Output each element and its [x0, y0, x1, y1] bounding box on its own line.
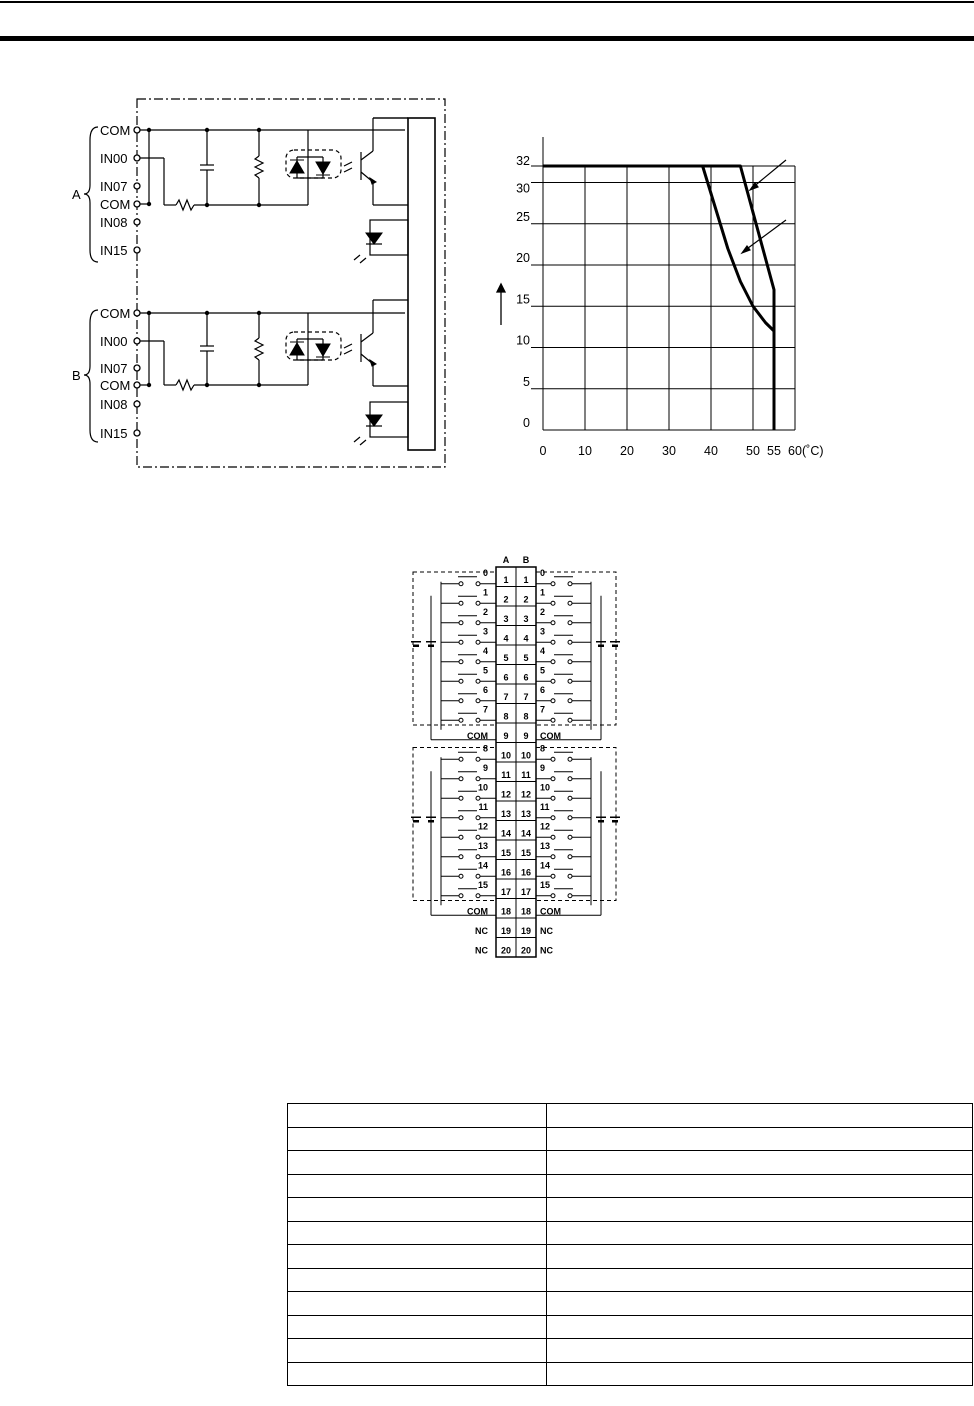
pin-b-20: 20 — [520, 945, 532, 956]
table-row — [288, 1221, 973, 1245]
left-switch-contact — [459, 582, 463, 586]
pin-b-8: 8 — [523, 711, 529, 722]
right-switch-contact — [551, 699, 555, 703]
pin-b-5: 5 — [523, 652, 529, 663]
right-switch-contact — [568, 894, 572, 898]
right-switch-contact — [551, 582, 555, 586]
pin-b-16: 16 — [520, 867, 532, 878]
table-row — [288, 1362, 973, 1386]
right-switch-contact — [551, 679, 555, 683]
right-switch-contact — [568, 757, 572, 761]
right-switch-contact — [551, 796, 555, 800]
table-cell — [288, 1245, 547, 1269]
terminal-label-com-b1: COM — [100, 306, 131, 321]
table-row — [288, 1151, 973, 1175]
right-label-16: 15 — [540, 879, 551, 890]
table-cell — [288, 1127, 547, 1151]
terminal-label-in07-a: IN07 — [100, 179, 128, 194]
right-label-17: COM — [540, 906, 561, 917]
x-unit-label: (˚C) — [802, 444, 824, 458]
chart-y-tick-label: 5 — [523, 374, 530, 389]
pin-b-9: 9 — [523, 730, 529, 741]
chart-y-tick-label: 0 — [523, 416, 530, 430]
terminal-label-in00-a: IN00 — [100, 151, 128, 166]
right-label-1: 1 — [540, 587, 546, 598]
table-cell — [288, 1339, 547, 1363]
table-row — [288, 1268, 973, 1292]
chart-y-tick-label: 20 — [516, 251, 530, 265]
table-cell — [547, 1268, 973, 1292]
chart-y-tick-label: 25 — [516, 209, 530, 224]
left-switch-contact — [459, 640, 463, 644]
right-switch-contact — [568, 601, 572, 605]
chart-x-tick-label: 20 — [620, 444, 634, 458]
table-cell — [288, 1104, 547, 1128]
left-label-10: 9 — [482, 762, 488, 773]
table-cell — [547, 1151, 973, 1175]
right-label-2: 2 — [540, 606, 546, 617]
left-label-18: NC — [475, 925, 488, 936]
right-label-5: 5 — [540, 665, 546, 676]
pin-a-5: 5 — [503, 652, 509, 663]
table-row — [288, 1245, 973, 1269]
right-switch-contact — [568, 777, 572, 781]
right-switch-contact — [568, 621, 572, 625]
left-label-16: 15 — [477, 879, 488, 890]
header-rule-thick — [0, 36, 974, 41]
terminal-label-in15-a: IN15 — [100, 243, 128, 258]
pin-a-16: 16 — [500, 867, 512, 878]
right-switch-contact — [568, 874, 572, 878]
pin-a-14: 14 — [500, 828, 512, 839]
right-label-15: 14 — [540, 860, 551, 871]
pin-a-15: 15 — [500, 847, 512, 858]
table-cell — [288, 1292, 547, 1316]
right-label-14: 13 — [540, 840, 551, 851]
right-switch-contact — [551, 835, 555, 839]
pin-a-19: 19 — [500, 925, 512, 936]
terminal-label-com-a2: COM — [100, 197, 131, 212]
table-cell — [547, 1315, 973, 1339]
chart-x-tick-label: 30 — [662, 444, 676, 458]
left-switch-contact — [476, 640, 480, 644]
right-label-4: 4 — [540, 645, 546, 656]
right-switch-contact — [551, 757, 555, 761]
pin-a-9: 9 — [503, 730, 509, 741]
left-label-1: 1 — [482, 587, 488, 598]
table-cell — [547, 1198, 973, 1222]
pin-a-13: 13 — [500, 808, 512, 819]
chart-x-tick-label: 40 — [704, 444, 718, 458]
pin-a-6: 6 — [503, 672, 509, 683]
table-cell — [547, 1221, 973, 1245]
table-cell — [288, 1315, 547, 1339]
terminal-label-com-b2: COM — [100, 378, 131, 393]
left-switch-contact — [476, 894, 480, 898]
right-switch-contact — [551, 660, 555, 664]
chart-y-tick-label: 10 — [516, 333, 530, 348]
terminal-label-in00-b: IN00 — [100, 334, 128, 349]
left-label-7: 7 — [482, 704, 488, 715]
left-switch-contact — [459, 601, 463, 605]
left-switch-contact — [476, 660, 480, 664]
table-cell — [288, 1362, 547, 1386]
right-switch-contact — [551, 777, 555, 781]
spec-table — [287, 1103, 973, 1386]
left-switch-contact — [476, 777, 480, 781]
input-circuit-diagram — [60, 92, 520, 472]
left-switch-contact — [476, 855, 480, 859]
left-switch-contact — [459, 816, 463, 820]
pin-b-19: 19 — [520, 925, 532, 936]
table-cell — [547, 1362, 973, 1386]
header-rule-thin — [0, 1, 974, 3]
pin-b-14: 14 — [520, 828, 532, 839]
pin-a-3: 3 — [503, 613, 509, 624]
left-switch-contact — [459, 874, 463, 878]
left-switch-contact — [459, 855, 463, 859]
left-switch-contact — [459, 777, 463, 781]
chart-series-line-2 — [543, 166, 774, 430]
chart-x-tick-label: 60 — [788, 444, 802, 458]
pin-a-12: 12 — [500, 789, 512, 800]
left-label-2: 2 — [482, 606, 488, 617]
pin-a-1: 1 — [503, 574, 509, 585]
right-switch-contact — [568, 660, 572, 664]
left-switch-contact — [459, 699, 463, 703]
right-switch-contact — [551, 640, 555, 644]
left-switch-contact — [476, 718, 480, 722]
group-a-label: A — [72, 187, 81, 202]
left-switch-contact — [459, 660, 463, 664]
left-label-6: 6 — [482, 684, 488, 695]
chart-x-tick-label: 0 — [539, 444, 547, 458]
right-label-19: NC — [540, 945, 553, 956]
left-switch-contact — [476, 699, 480, 703]
left-label-9: 8 — [482, 743, 488, 754]
pin-a-17: 17 — [500, 886, 512, 897]
terminal-label-com-a1: COM — [100, 123, 131, 138]
right-label-12: 11 — [540, 801, 550, 812]
left-label-0: 0 — [482, 567, 488, 578]
group-b-label: B — [72, 368, 81, 383]
left-switch-contact — [476, 621, 480, 625]
table-cell — [288, 1198, 547, 1222]
left-switch-contact — [476, 796, 480, 800]
right-switch-contact — [568, 835, 572, 839]
chart-x-tick-label: 50 — [746, 444, 760, 458]
right-switch-contact — [551, 816, 555, 820]
chart-x-tick-label: 55 — [767, 444, 781, 458]
pin-b-18: 18 — [520, 906, 532, 917]
pin-a-8: 8 — [503, 711, 509, 722]
left-label-4: 4 — [482, 645, 488, 656]
left-switch-contact — [476, 582, 480, 586]
table-row — [288, 1315, 973, 1339]
right-label-18: NC — [540, 925, 553, 936]
left-label-14: 13 — [477, 840, 488, 851]
table-row — [288, 1339, 973, 1363]
pin-a-4: 4 — [503, 633, 509, 644]
pin-b-1: 1 — [523, 574, 529, 585]
chart-y-tick-label: 30 — [516, 181, 530, 196]
left-switch-contact — [476, 601, 480, 605]
right-label-3: 3 — [540, 626, 546, 637]
pin-b-11: 11 — [521, 769, 531, 780]
table-cell — [547, 1339, 973, 1363]
pin-a-18: 18 — [500, 906, 512, 917]
table-row — [288, 1198, 973, 1222]
right-switch-contact — [551, 894, 555, 898]
right-switch-contact — [568, 699, 572, 703]
chart-y-tick-label: 32 — [516, 154, 530, 168]
pin-b-2: 2 — [523, 594, 529, 605]
pin-b-3: 3 — [523, 613, 529, 624]
pin-b-4: 4 — [523, 633, 529, 644]
left-label-8: COM — [467, 730, 488, 741]
pin-b-10: 10 — [520, 750, 532, 761]
col-a-label: A — [502, 555, 510, 565]
terminal-block-diagram — [405, 552, 625, 967]
right-switch-contact — [568, 679, 572, 683]
left-switch-contact — [476, 874, 480, 878]
left-switch-contact — [459, 621, 463, 625]
table-cell — [288, 1151, 547, 1175]
left-label-15: 14 — [477, 860, 488, 871]
pin-b-7: 7 — [523, 691, 529, 702]
pin-a-20: 20 — [500, 945, 512, 956]
pin-a-11: 11 — [501, 769, 511, 780]
derating-chart — [490, 130, 850, 470]
left-label-19: NC — [475, 945, 488, 956]
right-label-10: 9 — [540, 762, 546, 773]
right-label-11: 10 — [540, 782, 551, 793]
right-switch-contact — [568, 582, 572, 586]
left-switch-contact — [459, 894, 463, 898]
right-switch-contact — [568, 816, 572, 820]
left-label-12: 11 — [478, 801, 488, 812]
right-label-6: 6 — [540, 684, 546, 695]
pin-b-12: 12 — [520, 789, 532, 800]
right-label-7: 7 — [540, 704, 546, 715]
table-row — [288, 1127, 973, 1151]
table-cell — [288, 1268, 547, 1292]
pin-a-2: 2 — [503, 594, 509, 605]
table-cell — [547, 1127, 973, 1151]
right-supply-box — [536, 572, 616, 725]
table-cell — [547, 1292, 973, 1316]
terminal-label-in15-b: IN15 — [100, 426, 128, 441]
terminal-label-in08-b: IN08 — [100, 397, 128, 412]
table-cell — [288, 1221, 547, 1245]
pin-b-13: 13 — [520, 808, 532, 819]
pin-b-15: 15 — [520, 847, 532, 858]
pin-a-7: 7 — [503, 691, 509, 702]
right-label-9: 8 — [540, 743, 546, 754]
left-switch-contact — [476, 835, 480, 839]
right-switch-contact — [551, 621, 555, 625]
terminal-label-in07-b: IN07 — [100, 361, 128, 376]
left-label-13: 12 — [477, 821, 488, 832]
right-switch-contact — [551, 874, 555, 878]
terminal-label-in08-a: IN08 — [100, 215, 128, 230]
left-switch-contact — [459, 679, 463, 683]
chart-y-tick-label: 15 — [516, 292, 530, 307]
left-switch-contact — [459, 757, 463, 761]
right-switch-contact — [568, 855, 572, 859]
right-switch-contact — [551, 718, 555, 722]
right-switch-contact — [568, 718, 572, 722]
left-label-5: 5 — [482, 665, 488, 676]
left-label-17: COM — [467, 906, 488, 917]
left-label-3: 3 — [482, 626, 488, 637]
right-switch-contact — [551, 855, 555, 859]
pin-a-10: 10 — [500, 750, 512, 761]
right-switch-contact — [568, 640, 572, 644]
table-cell — [288, 1174, 547, 1198]
right-switch-contact — [551, 601, 555, 605]
left-switch-contact — [476, 757, 480, 761]
left-switch-contact — [459, 718, 463, 722]
table-cell — [547, 1104, 973, 1128]
left-switch-contact — [476, 816, 480, 820]
col-b-label: B — [522, 555, 530, 565]
left-label-11: 10 — [477, 782, 488, 793]
chart-series-line-1 — [543, 166, 774, 430]
table-row — [288, 1292, 973, 1316]
table-cell — [547, 1174, 973, 1198]
right-label-0: 0 — [540, 567, 546, 578]
left-switch-contact — [459, 796, 463, 800]
table-cell — [547, 1245, 973, 1269]
chart-x-tick-label: 10 — [578, 444, 592, 458]
left-switch-contact — [476, 679, 480, 683]
right-label-8: COM — [540, 730, 561, 741]
right-switch-contact — [568, 796, 572, 800]
table-row — [288, 1174, 973, 1198]
pin-b-17: 17 — [520, 886, 532, 897]
table-row — [288, 1104, 973, 1128]
pin-b-6: 6 — [523, 672, 529, 683]
left-switch-contact — [459, 835, 463, 839]
right-label-13: 12 — [540, 821, 551, 832]
